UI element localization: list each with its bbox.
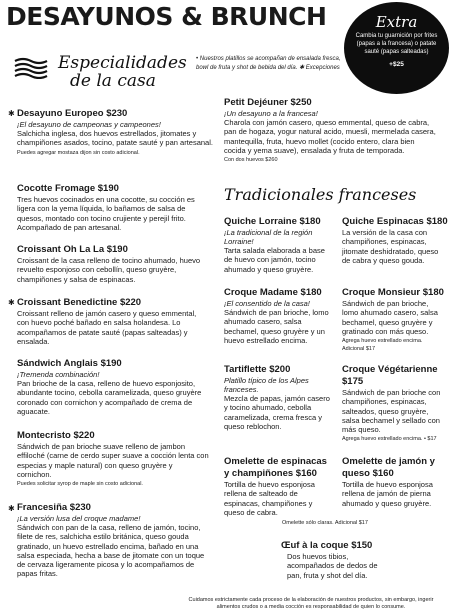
footer-disclaimer: Cuidamos estrictamente cada proceso de la elaboración de nuestros productos, sin embargo, ingerir alimentos crudos o a media cocción es responsabilidad de quien lo consume. bbox=[188, 597, 434, 610]
menu-item bbox=[342, 216, 448, 265]
item-description: Sándwich de pan brioche, lomo ahumado casero, salsa bechamel, queso gruyère y un huevo estrellado encima. bbox=[224, 308, 329, 345]
specialties-line-1: Especialidades bbox=[58, 53, 187, 73]
item-name: Croque Madame $180 bbox=[224, 287, 322, 298]
item-description: Sándwich con pan de la casa, relleno de jamón, tocino, filete de res, salchicha estilo británica, queso gouda gratinado, un huevo estrellado encima, bañado en una salsa especiada, hecha a base de jitomate con un toque de cervaza ligeramente picosa y lo acompañamos de papas fritas. bbox=[17, 523, 205, 579]
item-tagline: ¡Tremenda combinación! bbox=[17, 370, 100, 379]
item-note: Puedes solicitar syrop de maple sin costo adicional. bbox=[17, 481, 143, 488]
item-name: Sándwich Anglais $190 bbox=[17, 358, 122, 369]
menu-item bbox=[224, 364, 332, 431]
item-description: Tortilla de huevo esponjosa rellena de jamón de pierna ahumado y queso gruyère. bbox=[342, 480, 433, 508]
item-name: Tartiflette $200 bbox=[224, 364, 291, 375]
specialties-line-2: de la casa bbox=[70, 71, 156, 91]
item-name: Petit Dejéuner $250 bbox=[224, 97, 312, 108]
menu-item bbox=[17, 358, 209, 416]
item-name: Quiche Lorraine $180 bbox=[224, 216, 321, 227]
item-tagline: ¡El desayuno de campeonas y campeones! bbox=[17, 120, 161, 129]
item-description: Tres huevos cocinados en una cocotte, su cocción es ligera con la yema líquida, lo bañamos de salsa de quesos, montado con tocino crujiente y perejil frito. Acompañado de pan artesanal. bbox=[17, 195, 195, 232]
item-name: Omelette de espinacas y champiñones $160 bbox=[224, 456, 327, 479]
extra-badge bbox=[344, 2, 449, 94]
menu-item bbox=[224, 216, 332, 274]
menu-item bbox=[17, 244, 205, 284]
item-tagline: ¡La tradicional de la región Lorraine! bbox=[224, 228, 313, 246]
item-description: Sándwich de pan brioche, lomo ahumado casero, salsa bechamel, queso gruyère y gratinado con más queso. bbox=[342, 299, 438, 336]
specialties-heading bbox=[58, 54, 187, 90]
item-description: Sándwich de pan brioche suave relleno de jambon effiloché (carne de cerdo super suave a cocción lenta con especias y maple natural) con queso gruyère y cornichon. bbox=[17, 442, 209, 479]
item-note: Agrega huevo estrellado encima. Adicional $17 bbox=[342, 338, 423, 353]
item-note: Agrega huevo estrellado encima. • $17 bbox=[342, 436, 437, 443]
item-description: Croissant de la casa relleno de tocino ahumado, huevo revuelto esponjoso con cebollín, queso gruyère, champiñones y salsa de espinacas. bbox=[17, 256, 201, 284]
item-description: Pan brioche de la casa, relleno de huevo esponjosito, abundante tocino, cebolla caramelizada, queso gruyère coronado con cornichon y acompañado de crema de aguacate. bbox=[17, 379, 202, 416]
extra-body: Cambia tu guarnición por frites (papas a la francesa) o patate sauté (papas salteadas) bbox=[355, 33, 438, 55]
menu-item bbox=[17, 183, 205, 232]
menu-item bbox=[224, 97, 436, 164]
item-description: Charola con jamón casero, queso emmental, queso de cabra, pan de hogaza, yogur natural acido, muesli, mermelada casera, mantequilla, fruta, huevo mollet (cocido entero, clara bien cocida y yema suave), ensalada y fruta de temporada. bbox=[224, 118, 436, 155]
item-name: Croissant Benedictine $220 bbox=[17, 297, 142, 308]
item-description: Sándwich de pan brioche con champiñones, espinacas, salteados, queso gruyère, salsa bechamel y sellado con más queso. bbox=[342, 388, 441, 435]
menu-item bbox=[224, 287, 332, 345]
item-name: Quiche Espinacas $180 bbox=[342, 216, 448, 227]
item-name: Croissant Oh La La $190 bbox=[17, 244, 128, 255]
menu-item bbox=[17, 502, 213, 579]
french-flag-banner-icon bbox=[14, 57, 48, 79]
item-name: Omelette de jamón y queso $160 bbox=[342, 456, 435, 479]
menu-item bbox=[17, 297, 205, 346]
extra-title: Extra bbox=[375, 13, 418, 31]
menu-item bbox=[342, 287, 442, 353]
item-tagline: ¡La versión lusa del croque madame! bbox=[17, 514, 141, 523]
menu-item bbox=[342, 456, 442, 508]
item-description: Mezcla de papas, jamón casero y tocino ahumado, cebolla caramelizada, crema fresca y queso reblochon. bbox=[224, 394, 330, 431]
item-name: Croque Monsieur $180 bbox=[342, 287, 444, 298]
exception-star-icon: ✱ bbox=[8, 298, 15, 307]
item-name: Francesiña $230 bbox=[17, 502, 91, 513]
item-tagline: Platillo típico de los Alpes franceses. bbox=[224, 376, 309, 394]
accompaniment-note: • Nuestros platillos se acompañan de ensalada fresca, bowl de fruta y shot de bebida del día. ✱ Excepciones bbox=[196, 56, 341, 71]
item-tagline: ¡Un desayuno a la francesa! bbox=[224, 109, 318, 118]
omelette-note: Omelette sólo claras. Adicional $17 bbox=[282, 520, 368, 526]
item-note: Con dos huevos $260 bbox=[224, 157, 278, 164]
extra-price: +$25 bbox=[389, 61, 404, 68]
item-name: Cocotte Fromage $190 bbox=[17, 183, 119, 194]
item-note: Puedes agregar mostaza dijon sin costo adicional. bbox=[17, 149, 140, 156]
item-description: La versión de la casa con champiñones, espinacas, jitomate deshidratado, queso de cabra y queso gouda. bbox=[342, 228, 439, 265]
menu-item bbox=[17, 430, 209, 488]
menu-item bbox=[224, 456, 334, 517]
item-description: Tortilla de huevo esponjosa rellena de salteado de espinacas, champiñones y queso de cabra. bbox=[224, 480, 315, 517]
page-title: DESAYUNOS & BRUNCH bbox=[6, 2, 327, 31]
item-description: Salchicha inglesa, dos huevos estrellados, jitomates y champiñones asados, tocino, patate sauté y pan artesanal. bbox=[17, 129, 213, 148]
menu-item bbox=[342, 364, 442, 443]
item-description: Tarta salada elaborada a base de huevo con jamón, tocino ahumado y queso gruyère. bbox=[224, 246, 325, 274]
traditional-heading: Tradicionales franceses bbox=[224, 185, 417, 204]
item-name: Montecristo $220 bbox=[17, 430, 95, 441]
item-description: Croissant relleno de jamón casero y queso emmental, con huevo poché bañado en salsa holandesa. Lo acompañamos de patate sauté (papas salteadas) y ensalada. bbox=[17, 309, 197, 346]
item-tagline: ¡El consentido de la casa! bbox=[224, 299, 310, 308]
item-name: Croque Végétarienne $175 bbox=[342, 364, 438, 387]
exception-star-icon: ✱ bbox=[8, 504, 15, 513]
exception-star-icon: ✱ bbox=[8, 109, 15, 118]
item-name: Œuf à la coque $150 bbox=[281, 540, 373, 551]
item-name: Desayuno Europeo $230 bbox=[17, 108, 128, 119]
menu-item bbox=[17, 108, 213, 157]
item-description: Dos huevos tibios, acompañados de dedos de pan, fruta y shot del día. bbox=[287, 552, 378, 580]
menu-item bbox=[281, 540, 381, 580]
